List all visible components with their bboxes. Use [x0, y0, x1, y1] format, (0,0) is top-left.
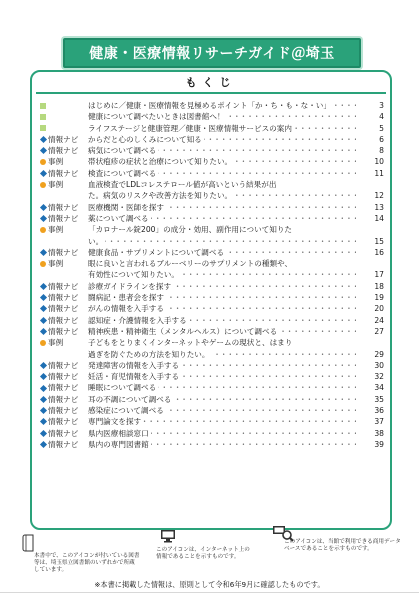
diamond-bullet-icon: [38, 371, 48, 382]
book-legend-text: 本書中で、このアイコンが付いている図書等は、埼玉県立図書館のいずれかで所蔵しています。: [34, 553, 140, 574]
toc-entry[interactable]: [38, 190, 384, 201]
toc-entry[interactable]: [38, 428, 384, 439]
toc-page-number: 37: [374, 417, 384, 427]
toc-page-number: 10: [374, 157, 384, 167]
toc-category: 情報ナビ: [48, 134, 79, 144]
toc-title-wrap: [88, 281, 356, 292]
toc-category: 情報ナビ: [48, 304, 79, 314]
diamond-bullet-icon: [38, 382, 48, 393]
dot-bullet-icon: [38, 179, 48, 190]
toc-title-wrap: [88, 123, 356, 134]
dot-bullet-icon: [38, 258, 48, 269]
toc-title: た。病気のリスクや改善方法を知りたい。: [88, 191, 233, 201]
monitor-legend-text: このアイコンは、インターネット上の情報であることを示すものです。: [156, 547, 250, 561]
toc-page-number: 35: [374, 394, 384, 404]
toc-page-number: 36: [374, 406, 384, 416]
toc-page-number: 34: [374, 383, 384, 393]
toc-category: 情報ナビ: [48, 168, 79, 178]
toc-title-wrap: [88, 156, 356, 167]
toc-title: 耳の不調について調べる: [88, 394, 172, 404]
toc-page-number: 5: [379, 123, 384, 133]
divider: [0, 592, 419, 593]
diamond-bullet-icon: [38, 281, 48, 292]
toc-category: 事例: [48, 225, 64, 235]
toc-title: 感染症について調べる: [88, 406, 164, 416]
square-bullet-icon: [38, 111, 48, 122]
toc-category: 事例: [48, 259, 64, 269]
toc-category: 情報ナビ: [48, 383, 79, 393]
toc-title-wrap: [88, 315, 356, 326]
toc-title-wrap: [88, 213, 356, 224]
diamond-bullet-icon: [38, 213, 48, 224]
toc-category: 情報ナビ: [48, 281, 79, 291]
toc-entry[interactable]: [38, 123, 384, 134]
toc-title: 病気について調べる: [88, 146, 157, 156]
toc-page-number: 11: [374, 168, 384, 178]
bullet-spacer: [38, 236, 48, 247]
toc-page-number: 18: [374, 281, 384, 291]
toc-title-wrap: [88, 292, 356, 303]
toc-page-number: 30: [374, 360, 384, 370]
toc-category: 情報ナビ: [48, 326, 79, 336]
toc-title: 有効性について知りたい。: [88, 270, 179, 280]
toc-entry[interactable]: [38, 179, 384, 190]
diamond-bullet-icon: [38, 145, 48, 156]
toc-list: [38, 100, 384, 450]
book-icon: [22, 533, 36, 553]
toc-category: 情報ナビ: [48, 247, 79, 257]
toc-title: 帯状疱疹の症状と治療について知りたい。: [88, 157, 233, 167]
diamond-bullet-icon: [38, 439, 48, 450]
toc-entry[interactable]: [38, 281, 384, 292]
square-bullet-icon: [38, 123, 48, 134]
diamond-bullet-icon: [38, 360, 48, 371]
toc-page-number: 39: [374, 439, 384, 449]
toc-category: 情報ナビ: [48, 394, 79, 404]
toc-title: からだと心のしくみについて知る: [88, 134, 202, 144]
toc-entry[interactable]: [38, 145, 384, 156]
toc-category: 情報ナビ: [48, 428, 79, 438]
toc-category: 事例: [48, 180, 64, 190]
toc-entry[interactable]: [38, 111, 384, 122]
toc-title-wrap: [88, 269, 356, 280]
icon-legend: [22, 533, 402, 573]
toc-page-number: 6: [379, 134, 384, 144]
toc-title: い。: [88, 236, 104, 246]
diamond-bullet-icon: [38, 416, 48, 427]
toc-category: 情報ナビ: [48, 293, 79, 303]
dot-bullet-icon: [38, 156, 48, 167]
toc-title-wrap: [88, 100, 356, 111]
toc-title: 闘病記・患者会を探す: [88, 293, 164, 303]
toc-page-number: 13: [374, 202, 384, 212]
toc-title: はじめに／健康・医療情報を見極めるポイント「か・ち・も・な・い」: [88, 101, 331, 110]
toc-title: ライフステージと健康管理／健康・医療情報サービスの案内: [88, 123, 292, 133]
toc-page-number: 3: [379, 101, 384, 110]
toc-page-number: 32: [374, 372, 384, 382]
toc-title-wrap: [88, 360, 356, 371]
database-legend-text: このアイコンは、当館で利用できる商用データベースであることを示すものです。: [284, 539, 401, 553]
dot-bullet-icon: [38, 337, 48, 348]
toc-category: 情報ナビ: [48, 315, 79, 325]
toc-entry[interactable]: [38, 416, 384, 427]
toc-title: 「カロナール錠200」の成分・効用、副作用について知りた: [88, 225, 293, 235]
toc-heading: もくじ: [185, 76, 237, 89]
footnote: ※本書に掲載した情報は、原則として令和6年9月に確認したものです。: [94, 580, 325, 589]
toc-category: 情報ナビ: [48, 360, 79, 370]
toc-page-number: 20: [374, 304, 384, 314]
toc-category: 情報ナビ: [48, 146, 79, 156]
toc-title-wrap: [88, 428, 356, 439]
toc-title-wrap: [88, 405, 356, 416]
toc-title: 診療ガイドラインを探す: [88, 281, 172, 291]
toc-entry[interactable]: [38, 168, 384, 179]
toc-entry[interactable]: [38, 269, 384, 280]
toc-title-wrap: [88, 111, 356, 122]
toc-title-wrap: [88, 382, 356, 393]
toc-category: 情報ナビ: [48, 406, 79, 416]
toc-page-number: 17: [374, 270, 384, 280]
toc-title: 子どもをとりまくインターネットやゲームの現状と、はまり: [88, 338, 293, 348]
toc-title-wrap: [88, 236, 356, 247]
toc-entry[interactable]: [38, 405, 384, 416]
toc-title-wrap: [88, 224, 356, 235]
toc-entry[interactable]: [38, 303, 384, 314]
toc-box: [30, 70, 392, 530]
toc-entry[interactable]: [38, 100, 384, 111]
toc-title: がんの情報を入手する: [88, 304, 164, 314]
diamond-bullet-icon: [38, 303, 48, 314]
toc-page-number: 14: [374, 213, 384, 223]
toc-entry[interactable]: [38, 134, 384, 145]
monitor-icon: [160, 529, 176, 543]
toc-page-number: 4: [379, 112, 384, 122]
toc-page-number: 38: [374, 428, 384, 438]
toc-page-number: 27: [374, 326, 384, 336]
toc-title: 県内医療相談窓口: [88, 428, 149, 438]
diamond-bullet-icon: [38, 326, 48, 337]
toc-entry[interactable]: [38, 236, 384, 247]
toc-page-number: 19: [374, 293, 384, 303]
toc-title-wrap: [88, 145, 356, 156]
toc-entry[interactable]: [38, 247, 384, 258]
toc-title-wrap: [88, 168, 356, 179]
toc-title-wrap: [88, 326, 356, 337]
toc-category: 情報ナビ: [48, 372, 79, 382]
page-title: 健康・医療情報リサーチガイド＠埼玉: [63, 38, 361, 68]
toc-title-wrap: [88, 349, 356, 360]
square-bullet-icon: [38, 100, 48, 111]
toc-entry[interactable]: [38, 360, 384, 371]
toc-title-wrap: [88, 416, 356, 427]
toc-entry[interactable]: [38, 382, 384, 393]
toc-category: 情報ナビ: [48, 417, 79, 427]
toc-entry[interactable]: [38, 326, 384, 337]
toc-category: 情報ナビ: [48, 439, 79, 449]
bullet-spacer: [38, 349, 48, 360]
toc-title-wrap: [88, 258, 356, 269]
toc-entry[interactable]: [38, 213, 384, 224]
dot-bullet-icon: [38, 224, 48, 235]
toc-page-number: 29: [374, 349, 384, 359]
diamond-bullet-icon: [38, 134, 48, 145]
toc-title: 妊活・育児情報を入手する: [88, 372, 180, 382]
toc-page-number: 24: [374, 315, 384, 325]
toc-title-wrap: [88, 303, 356, 314]
toc-entry[interactable]: [38, 371, 384, 382]
toc-title: 睡眠について調べる: [88, 383, 157, 393]
toc-entry[interactable]: [38, 292, 384, 303]
toc-entry[interactable]: [38, 394, 384, 405]
diamond-bullet-icon: [38, 202, 48, 213]
toc-title: 健康について調べたいときは図書館へ！: [88, 112, 225, 122]
toc-title-wrap: [88, 247, 356, 258]
toc-title: 薬について調べる: [88, 213, 149, 223]
toc-title: 健康食品・サプリメントについて調べる: [88, 247, 225, 257]
toc-entry[interactable]: [38, 349, 384, 360]
diamond-bullet-icon: [38, 315, 48, 326]
toc-title: 検査について調べる: [88, 168, 157, 178]
toc-title-wrap: [88, 179, 356, 190]
toc-title: 認知症・介護情報を入手する: [88, 315, 187, 325]
toc-entry[interactable]: [38, 258, 384, 269]
toc-title-wrap: [88, 371, 356, 382]
toc-category: 事例: [48, 338, 64, 348]
toc-page-number: 16: [374, 247, 384, 257]
toc-page-number: 12: [374, 191, 384, 201]
toc-title-wrap: [88, 134, 356, 145]
diamond-bullet-icon: [38, 394, 48, 405]
toc-title: 過ぎを防ぐための方法を知りたい。: [88, 349, 210, 359]
bullet-spacer: [38, 269, 48, 280]
diamond-bullet-icon: [38, 168, 48, 179]
toc-title: 血液検査でLDLコレステロール値が高いという結果が出: [88, 180, 277, 190]
toc-page-number: 8: [379, 146, 384, 156]
toc-title-wrap: [88, 439, 356, 450]
toc-title: 県内の専門図書館: [88, 439, 149, 449]
toc-title: 医療機関・医師を探す: [88, 202, 164, 212]
toc-entry[interactable]: [38, 439, 384, 450]
toc-category: 事例: [48, 157, 64, 167]
toc-title-wrap: [88, 190, 356, 201]
toc-category: 情報ナビ: [48, 202, 79, 212]
toc-entry[interactable]: [38, 224, 384, 235]
bullet-spacer: [38, 190, 48, 201]
toc-title-wrap: [88, 337, 356, 348]
toc-entry[interactable]: [38, 156, 384, 167]
toc-entry[interactable]: [38, 337, 384, 348]
toc-title-wrap: [88, 202, 356, 213]
toc-title: 精神疾患・精神衛生（メンタルヘルス）について調べる: [88, 326, 278, 336]
diamond-bullet-icon: [38, 292, 48, 303]
toc-title: 発達障害の情報を入手する: [88, 360, 180, 370]
diamond-bullet-icon: [38, 247, 48, 258]
toc-page-number: 15: [374, 236, 384, 246]
toc-title: 専門論文を探す: [88, 417, 142, 427]
toc-category: 情報ナビ: [48, 213, 79, 223]
toc-entry[interactable]: [38, 315, 384, 326]
toc-title-wrap: [88, 394, 356, 405]
toc-divider: [36, 92, 386, 94]
toc-entry[interactable]: [38, 202, 384, 213]
diamond-bullet-icon: [38, 405, 48, 416]
diamond-bullet-icon: [38, 428, 48, 439]
toc-title: 眼に良いと言われるブルーベリーのサプリメントの種類や、: [88, 259, 293, 269]
